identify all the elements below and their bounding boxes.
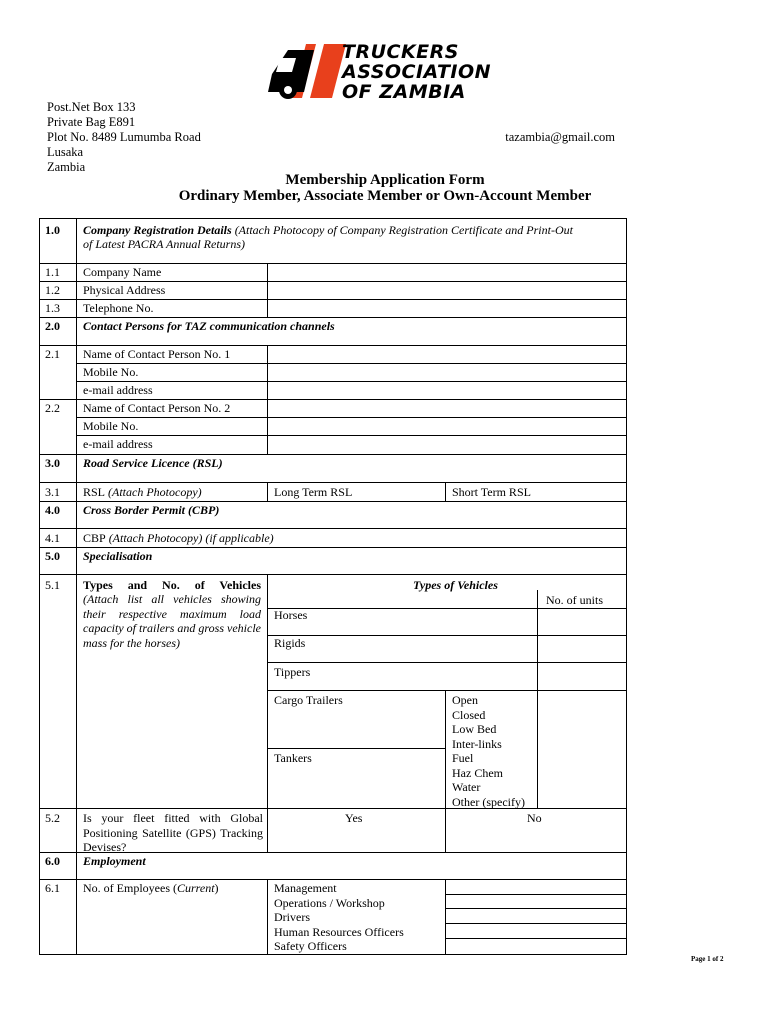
taz-logo	[266, 40, 506, 102]
section-number: 4.0	[45, 503, 60, 517]
truck-logo-icon	[266, 40, 346, 102]
role-safety-officers: Safety Officers	[274, 939, 347, 953]
section-number: 2.0	[45, 319, 60, 333]
role-hr-officers: Human Resources Officers	[274, 925, 404, 939]
form-subtitle: Ordinary Member, Associate Member or Own-Account Member	[178, 188, 592, 204]
vehicle-tippers: Tippers	[274, 665, 311, 679]
row-number: 3.1	[45, 485, 60, 499]
subtype-haz-chem: Haz Chem	[452, 766, 503, 780]
row-number: 2.2	[45, 401, 60, 415]
contact2-email-label: e-mail address	[83, 437, 153, 451]
table-border	[626, 218, 627, 955]
section-title-cbp: Cross Border Permit (CBP)	[83, 503, 220, 517]
subtype-open: Open	[452, 693, 478, 707]
types-of-vehicles-header: Types of Vehicles	[413, 578, 498, 592]
subtype-water: Water	[452, 780, 481, 794]
physical-address-label: Physical Address	[83, 283, 166, 297]
number-column-line	[76, 218, 77, 955]
contact1-name-label: Name of Contact Person No. 1	[83, 347, 231, 361]
subtype-closed: Closed	[452, 708, 486, 722]
membership-form-table	[39, 218, 627, 954]
gps-yes-option[interactable]: Yes	[345, 811, 363, 825]
page-number: Page 1 of 2	[691, 955, 724, 963]
row-number: 5.2	[45, 811, 60, 825]
section-title-rsl: Road Service Licence (RSL)	[83, 456, 223, 470]
contact2-mobile-field[interactable]	[268, 418, 626, 435]
subtype-other: Other (specify)	[452, 795, 525, 809]
vehicle-rigids: Rigids	[274, 636, 306, 650]
row-number: 5.1	[45, 578, 60, 592]
rsl-label: RSL (Attach Photocopy)	[83, 485, 202, 499]
contact2-email-field[interactable]	[268, 436, 626, 454]
physical-address-field[interactable]	[268, 282, 626, 299]
table-border	[39, 218, 40, 955]
contact2-mobile-label: Mobile No.	[83, 419, 139, 433]
section-note: of Latest PACRA Annual Returns)	[83, 237, 246, 251]
table-border	[39, 218, 627, 219]
subtype-fuel: Fuel	[452, 751, 474, 765]
contact1-email-label: e-mail address	[83, 383, 153, 397]
contact2-name-label: Name of Contact Person No. 2	[83, 401, 231, 415]
section-title-contact-persons: Contact Persons for TAZ communication channels	[83, 319, 335, 333]
long-term-rsl-option[interactable]: Long Term RSL	[274, 485, 353, 499]
table-border	[39, 954, 627, 955]
row-number: 1.3	[45, 301, 60, 315]
section-title-specialisation: Specialisation	[83, 549, 153, 563]
subtype-inter-links: Inter-links	[452, 737, 502, 751]
vehicle-horses: Horses	[274, 608, 308, 622]
telephone-label: Telephone No.	[83, 301, 154, 315]
contact1-email-field[interactable]	[268, 382, 626, 399]
section-number: 6.0	[45, 854, 60, 868]
section-number: 5.0	[45, 549, 60, 563]
section-title-employment: Employment	[83, 854, 146, 868]
contact1-mobile-field[interactable]	[268, 364, 626, 381]
section-number: 1.0	[45, 223, 60, 237]
gps-no-option[interactable]: No	[527, 811, 542, 825]
role-management: Management	[274, 881, 337, 895]
gps-question: Is your fleet fitted with Global Positioning Satellite (GPS) Tracking Devises?	[83, 811, 263, 854]
role-drivers: Drivers	[274, 910, 310, 924]
contact1-name-field[interactable]	[268, 346, 626, 363]
subtype-low-bed: Low Bed	[452, 722, 497, 736]
cbp-label: CBP (Attach Photocopy) (if applicable)	[83, 531, 274, 545]
contact-email: tazambia@gmail.com	[505, 130, 615, 144]
logo-text: TRUCKERS ASSOCIATION OF ZAMBIA	[342, 41, 492, 103]
row-number: 6.1	[45, 881, 60, 895]
telephone-field[interactable]	[268, 300, 626, 317]
vehicle-cargo-trailers: Cargo Trailers	[274, 693, 343, 707]
vehicle-tankers: Tankers	[274, 751, 312, 765]
company-name-label: Company Name	[83, 265, 162, 279]
vehicle-types-label: Types and No. of Vehicles	[83, 578, 261, 592]
form-title: Membership Application Form	[285, 172, 485, 188]
row-number: 2.1	[45, 347, 60, 361]
short-term-rsl-option[interactable]: Short Term RSL	[452, 485, 531, 499]
no-of-units-field[interactable]	[538, 609, 626, 808]
section-title-company-registration: Company Registration Details (Attach Photocopy of Company Registration Certificate and Print-Out	[83, 223, 573, 237]
row-number: 4.1	[45, 531, 60, 545]
row-number: 1.2	[45, 283, 60, 297]
contact2-name-field[interactable]	[268, 400, 626, 417]
section-number: 3.0	[45, 456, 60, 470]
contact1-mobile-label: Mobile No.	[83, 365, 139, 379]
company-name-field[interactable]	[268, 264, 626, 281]
row-number: 1.1	[45, 265, 60, 279]
no-of-units-header: No. of units	[546, 593, 603, 607]
role-operations-workshop: Operations / Workshop	[274, 896, 385, 910]
postal-address: Post.Net Box 133 Private Bag E891 Plot No. 8489 Lumumba Road Lusaka Zambia	[47, 100, 201, 174]
vehicle-types-note: (Attach list all vehicles showing their respective maximum load capacity of trailers and gross vehicle mass for the horses)	[83, 592, 261, 650]
employees-label: No. of Employees (Current)	[83, 881, 219, 895]
